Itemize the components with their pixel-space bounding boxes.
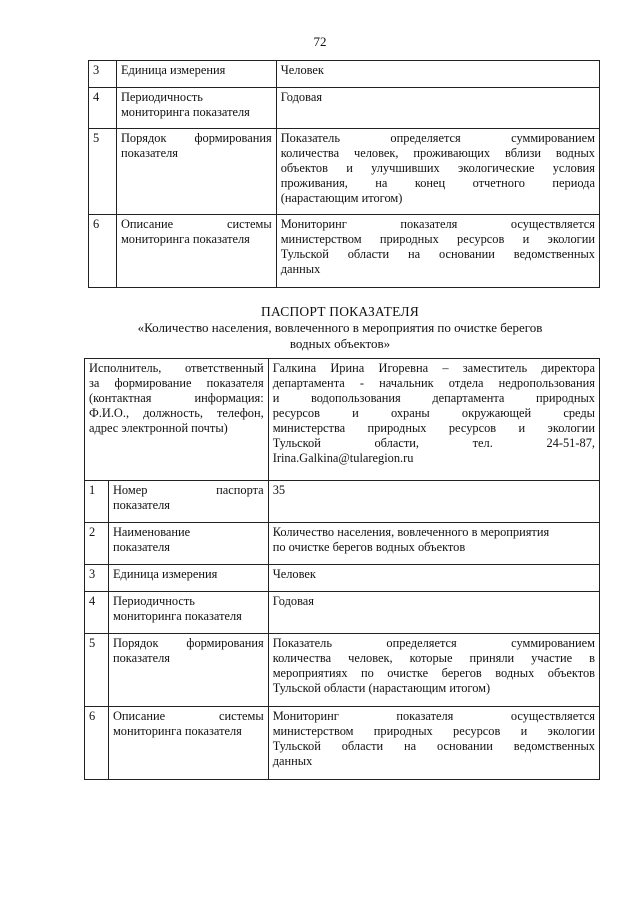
label-line: Описание системы [120, 217, 272, 231]
label-line: Ф.И.О., должность, телефон, [89, 406, 264, 420]
row-label [108, 481, 268, 523]
value-line: данных [280, 262, 321, 276]
value-line: министерством природных ресурсов и экологии [272, 724, 595, 738]
value-line: ресурсов и охраны окружающей среды [272, 406, 595, 420]
row-value [276, 129, 599, 215]
row-number: 4 [85, 592, 109, 634]
label-line: мониторинга показателя [112, 724, 242, 738]
label-line: за формирование показателя [89, 376, 264, 390]
row-number: 3 [89, 61, 117, 88]
label-line: показателя [112, 540, 170, 554]
row-value: 35 [268, 481, 599, 523]
value-line: министерством природных ресурсов и экологии [280, 232, 595, 246]
passport-subtitle-line: водных объектов» [289, 336, 391, 351]
label-line: показателя [112, 498, 170, 512]
label-line: Номер паспорта [112, 483, 264, 497]
table-row [89, 215, 600, 288]
responsible-value [268, 359, 599, 481]
label-line: (контактная информация: [89, 391, 264, 405]
row-value [268, 634, 599, 707]
row-number: 1 [85, 481, 109, 523]
row-value: Человек [276, 61, 599, 88]
row-label [108, 592, 268, 634]
label-line: Периодичность [112, 594, 195, 608]
row-number: 4 [89, 88, 117, 129]
row-number: 6 [89, 215, 117, 288]
table-row [85, 481, 600, 523]
row-label: Единица измерения [108, 565, 268, 592]
label-line: Периодичность [120, 90, 203, 104]
label-line: адрес электронной почты) [89, 421, 228, 435]
label-line: показателя [120, 146, 178, 160]
table-row [85, 707, 600, 780]
indicator-table-continued [88, 60, 600, 288]
table-row [89, 129, 600, 215]
table-row [89, 61, 600, 88]
label-line: Порядок формирования [112, 636, 264, 650]
label-line: мониторинга показателя [112, 609, 242, 623]
value-line: Тульской области на основании ведомственных [280, 247, 595, 261]
row-number: 5 [89, 129, 117, 215]
passport-title: ПАСПОРТ ПОКАЗАТЕЛЯ [261, 304, 419, 319]
table-row [85, 634, 600, 707]
label-line: мониторинга показателя [120, 105, 250, 119]
row-label [108, 634, 268, 707]
row-value [268, 707, 599, 780]
value-line: данных [272, 754, 313, 768]
value-line: министерства природных ресурсов и экологии [272, 421, 595, 435]
passport-subtitle-line: «Количество населения, вовлеченного в мероприятия по очистке берегов [137, 320, 543, 335]
row-number: 2 [85, 523, 109, 565]
table-row [85, 565, 600, 592]
row-label: Единица измерения [116, 61, 276, 88]
value-line: Количество населения, вовлеченного в мероприятия [272, 525, 550, 539]
responsible-label [85, 359, 269, 481]
row-value: Годовая [276, 88, 599, 129]
table-row [85, 592, 600, 634]
row-value [276, 215, 599, 288]
value-line: количества человек, проживающих вблизи водных [280, 146, 595, 160]
value-line: проживания, на конец отчетного периода [280, 176, 595, 190]
row-number: 6 [85, 707, 109, 780]
value-line: количества человек, которые приняли участие в [272, 651, 595, 665]
value-line: и водопользования департамента природных [272, 391, 595, 405]
value-line: Тульской области на основании ведомственных [272, 739, 595, 753]
value-line: (нарастающим итогом) [280, 191, 403, 205]
value-line: по очистке берегов водных объектов [272, 540, 466, 554]
row-label [108, 523, 268, 565]
label-line: Описание системы [112, 709, 264, 723]
table-row [85, 359, 600, 481]
value-line: Показатель определяется суммированием [280, 131, 595, 145]
row-value: Годовая [268, 592, 599, 634]
row-value: Человек [268, 565, 599, 592]
value-line: Галкина Ирина Игоревна – заместитель директора [272, 361, 595, 375]
row-label [116, 88, 276, 129]
value-line: департамента - начальник отдела недропользования [272, 376, 595, 390]
indicator-passport-table [84, 358, 600, 780]
value-line: Irina.Galkina@tularegion.ru [272, 451, 414, 465]
label-line: Исполнитель, ответственный [89, 361, 264, 375]
row-label [108, 707, 268, 780]
page-number: 72 [313, 34, 327, 49]
value-line: мероприятиях по очистке берегов водных объектов [272, 666, 595, 680]
row-label [116, 215, 276, 288]
row-number: 5 [85, 634, 109, 707]
label-line: Порядок формирования [120, 131, 272, 145]
row-value [268, 523, 599, 565]
value-line: Мониторинг показателя осуществляется [272, 709, 595, 723]
label-line: показателя [112, 651, 170, 665]
row-number: 3 [85, 565, 109, 592]
value-line: Тульской области (нарастающим итогом) [272, 681, 491, 695]
label-line: Наименование [112, 525, 191, 539]
value-line: Тульской области, тел. 24-51-87, [272, 436, 595, 450]
passport-heading [80, 304, 600, 352]
table-row [89, 88, 600, 129]
label-line: мониторинга показателя [120, 232, 250, 246]
table-row [85, 523, 600, 565]
value-line: Мониторинг показателя осуществляется [280, 217, 595, 231]
value-line: объектов и улучшивших экологические условия [280, 161, 595, 175]
value-line: Показатель определяется суммированием [272, 636, 595, 650]
row-label [116, 129, 276, 215]
